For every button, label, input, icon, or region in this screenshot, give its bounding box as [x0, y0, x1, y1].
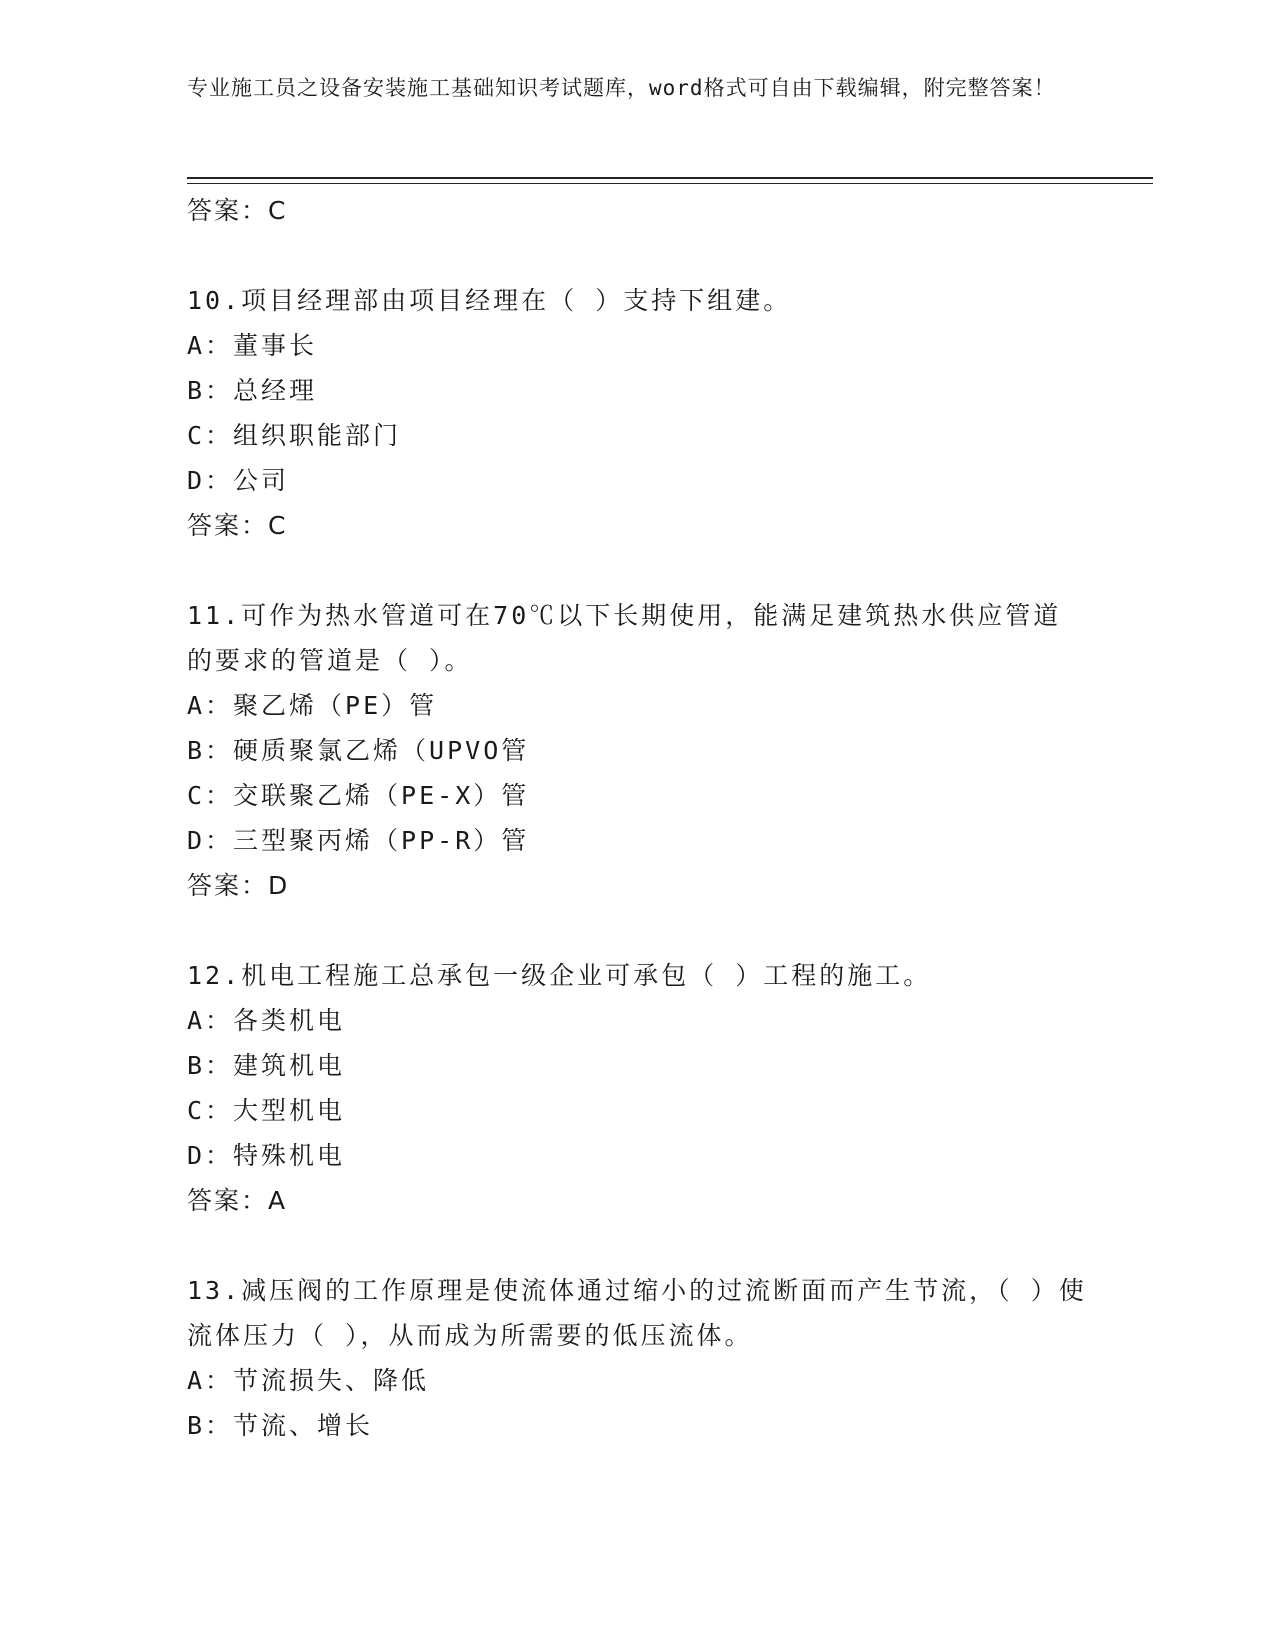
question-answer: 答案：D — [187, 871, 290, 900]
question-stem: 10.项目经理部由项目经理在（ ）支持下组建。 — [187, 286, 792, 315]
header-divider-thick — [187, 177, 1153, 179]
question-answer: 答案：A — [187, 1186, 288, 1215]
option-c: C：大型机电 — [187, 1096, 346, 1125]
option-b: B：建筑机电 — [187, 1051, 346, 1080]
option-c: C：交联聚乙烯（PE-X）管 — [187, 781, 530, 810]
option-d: D：特殊机电 — [187, 1141, 346, 1170]
header-divider-thin — [187, 183, 1153, 184]
question-list — [187, 188, 1147, 1448]
option-b: B：节流、增长 — [187, 1411, 374, 1440]
question-block — [187, 278, 1147, 548]
question-stem: 13.减压阀的工作原理是使流体通过缩小的过流断面而产生节流，（ ）使流体压力（ ），从而成为所需要的低压流体。 — [187, 1276, 1087, 1350]
option-d: D：三型聚丙烯（PP-R）管 — [187, 826, 530, 855]
previous-answer: 答案：C — [187, 196, 288, 225]
option-a: A：各类机电 — [187, 1006, 346, 1035]
document-header: 专业施工员之设备安装施工基础知识考试题库，word格式可自由下载编辑，附完整答案！ — [187, 76, 1056, 100]
question-block — [187, 1268, 1147, 1448]
option-a: A：节流损失、降低 — [187, 1366, 430, 1395]
question-block — [187, 593, 1147, 908]
option-d: D：公司 — [187, 466, 290, 495]
question-stem: 11.可作为热水管道可在70℃以下长期使用，能满足建筑热水供应管道的要求的管道是（ ）。 — [187, 601, 1062, 675]
option-c: C：组织职能部门 — [187, 421, 402, 450]
option-b: B：硬质聚氯乙烯（UPVO管 — [187, 736, 530, 765]
question-block — [187, 953, 1147, 1223]
option-a: A：董事长 — [187, 331, 318, 360]
option-b: B：总经理 — [187, 376, 318, 405]
question-stem: 12.机电工程施工总承包一级企业可承包（ ）工程的施工。 — [187, 961, 932, 990]
option-a: A：聚乙烯（PE）管 — [187, 691, 438, 720]
question-answer: 答案：C — [187, 511, 288, 540]
